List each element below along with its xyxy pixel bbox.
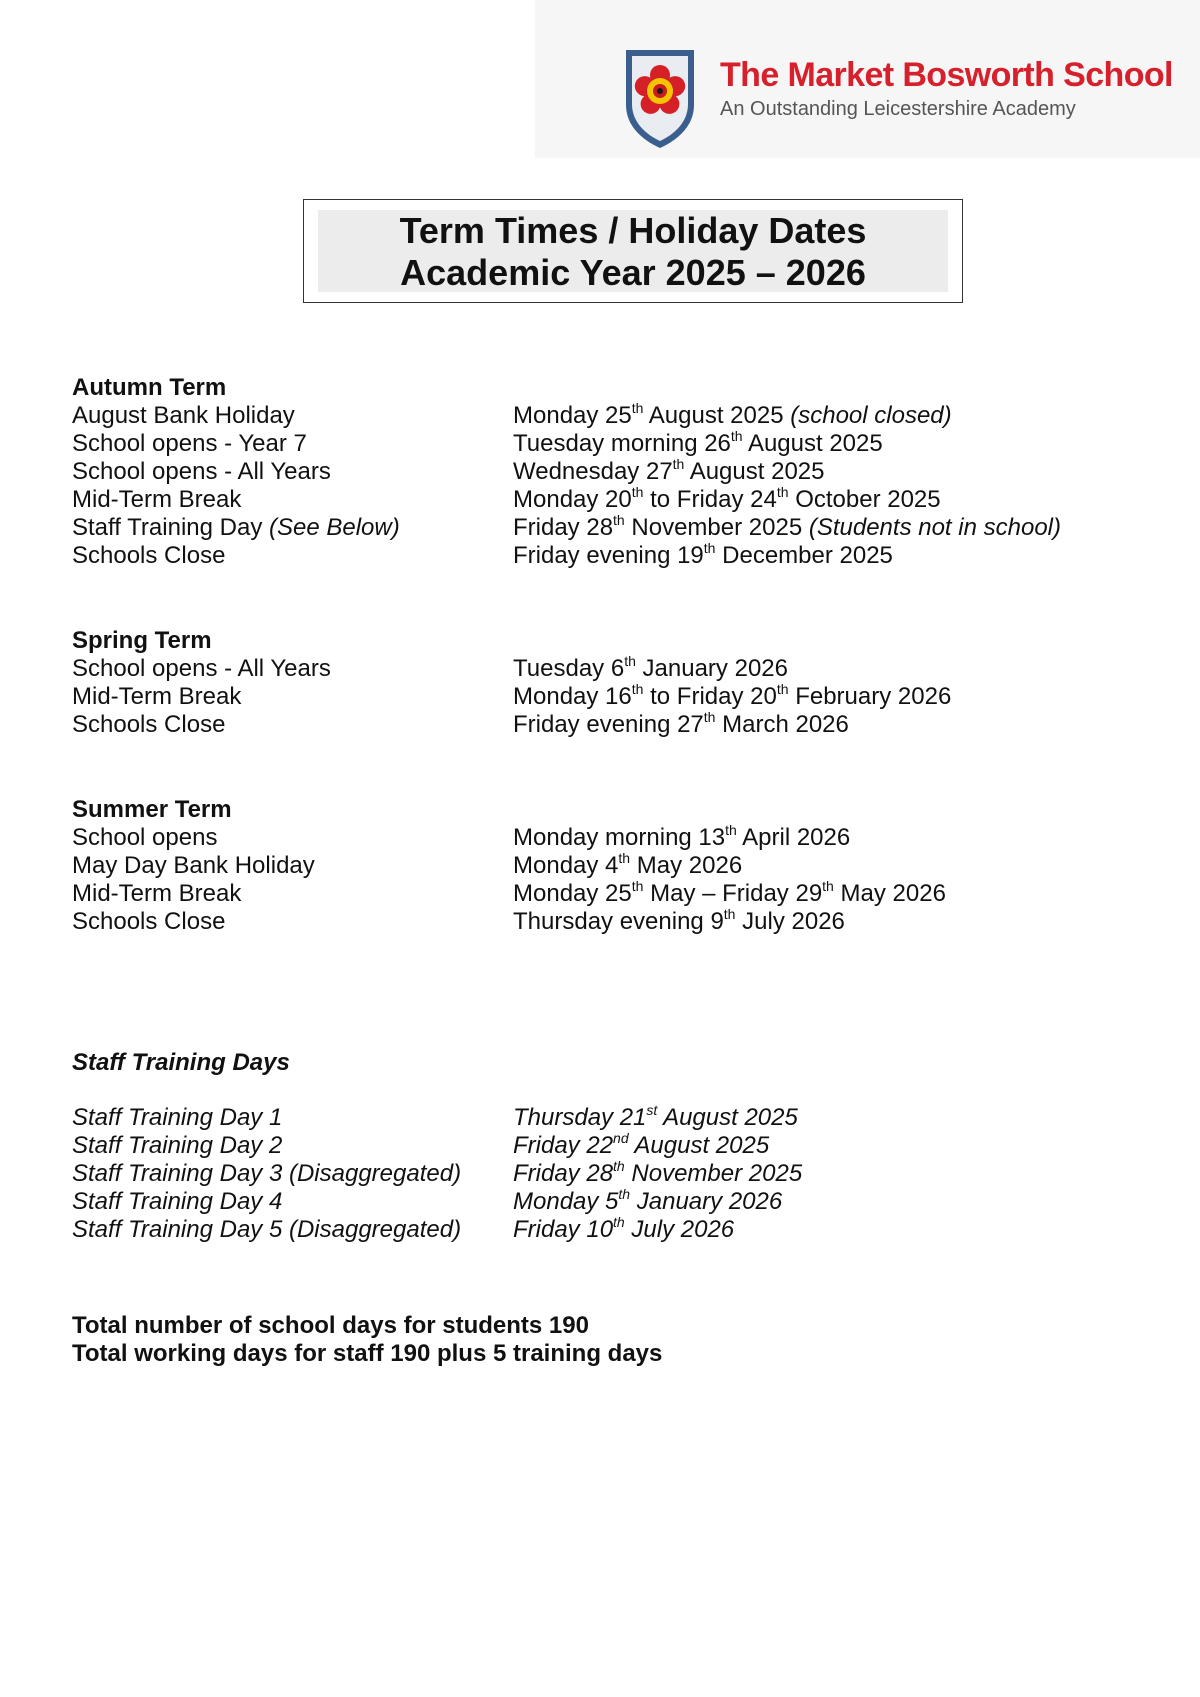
spring-row	[72, 655, 1152, 683]
autumn-row	[72, 542, 1152, 570]
row-label: Staff Training Day 3 (Disaggregated)	[72, 1160, 462, 1187]
training-row	[72, 1104, 1152, 1132]
training-heading: Staff Training Days	[72, 1049, 290, 1076]
row-value: Friday evening 27th March 2026	[513, 709, 849, 738]
spring-heading: Spring Term	[72, 627, 212, 654]
row-value: Friday 28th November 2025 (Students not in school)	[513, 512, 1061, 541]
row-note: (school closed)	[790, 402, 952, 429]
row-label: Staff Training Day (See Below)	[72, 514, 400, 541]
row-value: Tuesday 6th January 2026	[513, 653, 788, 682]
school-tagline: An Outstanding Leicestershire Academy	[720, 98, 1076, 120]
row-value: Friday 28th November 2025	[513, 1158, 803, 1187]
title-line-2: Academic Year 2025 – 2026	[400, 252, 866, 293]
school-name: The Market Bosworth School	[720, 56, 1173, 94]
row-value: Thursday evening 9th July 2026	[513, 906, 845, 935]
row-value: Friday 22nd August 2025	[513, 1130, 770, 1159]
row-label: August Bank Holiday	[72, 402, 295, 429]
row-value: Monday 16th to Friday 20th February 2026	[513, 681, 952, 710]
row-value: Monday 25th August 2025 (school closed)	[513, 400, 952, 429]
row-value: Monday morning 13th April 2026	[513, 822, 851, 851]
row-value: Monday 25th May – Friday 29th May 2026	[513, 878, 946, 907]
autumn-row	[72, 486, 1152, 514]
title-inner	[318, 210, 948, 292]
row-label: School opens - Year 7	[72, 430, 307, 457]
training-row	[72, 1132, 1152, 1160]
autumn-row	[72, 402, 1152, 430]
summer-row	[72, 908, 1152, 936]
spring-row	[72, 711, 1152, 739]
row-label: School opens - All Years	[72, 655, 331, 682]
row-label: Schools Close	[72, 542, 226, 569]
row-label: School opens	[72, 824, 218, 851]
summer-heading: Summer Term	[72, 796, 232, 823]
row-label: Staff Training Day 1	[72, 1104, 283, 1131]
total-student-days: Total number of school days for students 190	[72, 1312, 589, 1339]
row-label: May Day Bank Holiday	[72, 852, 315, 879]
row-label: Mid-Term Break	[72, 683, 242, 710]
autumn-row	[72, 458, 1152, 486]
row-label: Mid-Term Break	[72, 486, 242, 513]
total-staff-days: Total working days for staff 190 plus 5 training days	[72, 1340, 663, 1367]
row-label: Schools Close	[72, 711, 226, 738]
row-label: Mid-Term Break	[72, 880, 242, 907]
row-value: Monday 4th May 2026	[513, 850, 743, 879]
summer-row	[72, 824, 1152, 852]
autumn-row	[72, 430, 1152, 458]
title-line-1: Term Times / Holiday Dates	[399, 210, 867, 251]
summer-row	[72, 880, 1152, 908]
row-value: Tuesday morning 26th August 2025	[513, 428, 883, 457]
row-value: Friday 10th July 2026	[513, 1214, 735, 1243]
row-label: Staff Training Day 4	[72, 1188, 283, 1215]
school-crest-icon	[622, 47, 698, 151]
row-label-note: (See Below)	[269, 514, 400, 541]
row-value: Wednesday 27th August 2025	[513, 456, 825, 485]
row-label: Staff Training Day 2	[72, 1132, 283, 1159]
row-label: Schools Close	[72, 908, 226, 935]
row-label: School opens - All Years	[72, 458, 331, 485]
training-row	[72, 1188, 1152, 1216]
title-box	[303, 199, 963, 303]
row-note: (Students not in school)	[808, 514, 1061, 541]
training-row	[72, 1216, 1152, 1244]
training-row	[72, 1160, 1152, 1188]
row-value: Friday evening 19th December 2025	[513, 540, 893, 569]
spring-row	[72, 683, 1152, 711]
row-value: Monday 5th January 2026	[513, 1186, 783, 1215]
row-value: Thursday 21st August 2025	[513, 1102, 798, 1131]
row-value: Monday 20th to Friday 24th October 2025	[513, 484, 941, 513]
autumn-row	[72, 514, 1152, 542]
summer-row	[72, 852, 1152, 880]
autumn-heading: Autumn Term	[72, 374, 227, 401]
row-label: Staff Training Day 5 (Disaggregated)	[72, 1216, 462, 1243]
